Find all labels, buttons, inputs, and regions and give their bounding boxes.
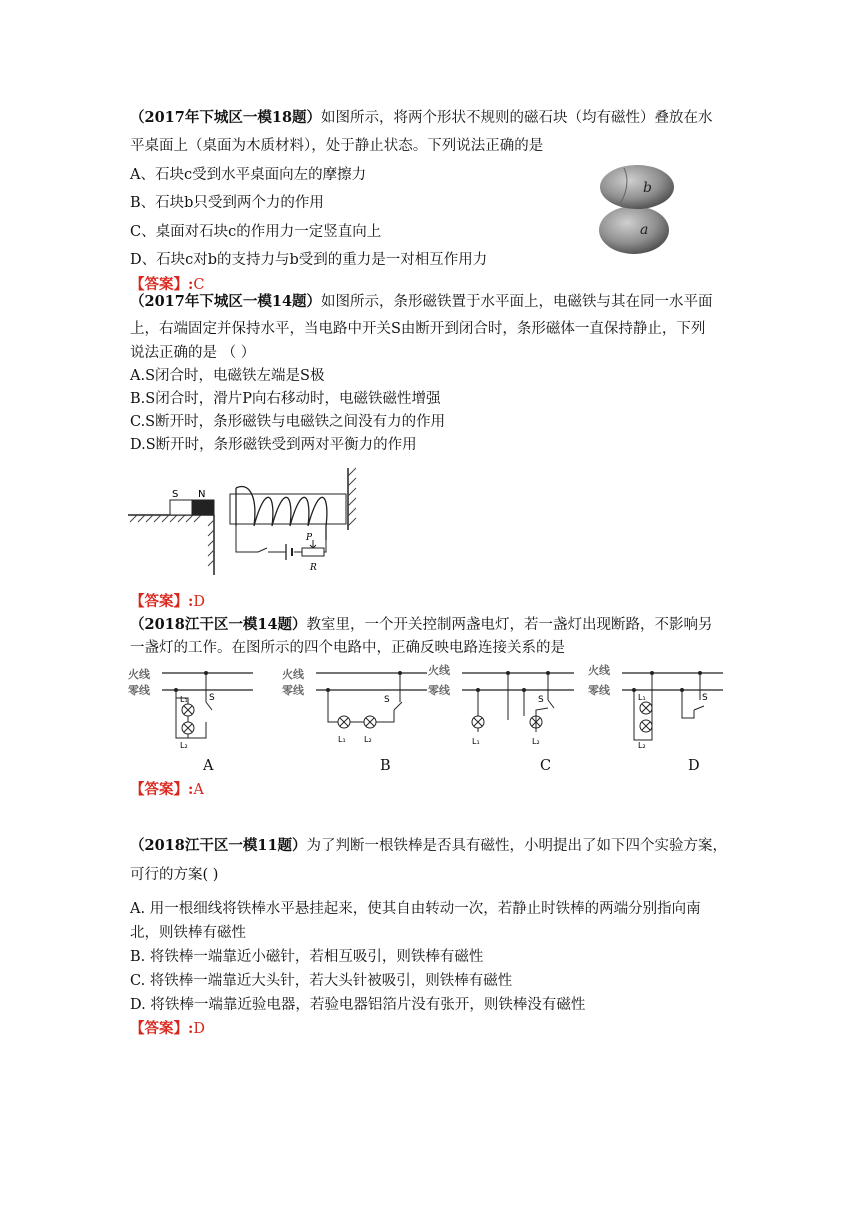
- magnet-n-pole: [192, 500, 214, 515]
- q1-option-c: C、桌面对石块c的作用力一定竖直向上: [130, 224, 382, 240]
- q1-answer-value: C: [193, 277, 205, 293]
- circuit-c-fire-label: 火线: [428, 664, 450, 677]
- q2-answer: [130, 592, 205, 612]
- circuit-b-l2: L₂: [364, 735, 372, 744]
- q1-stem-1: 如图所示，将两个形状不规则的磁石块（均有磁性）叠放在水: [321, 110, 713, 126]
- q2-stem-3: 说法正确的是 （ ）: [130, 345, 256, 361]
- circuit-a-l2: L₂: [180, 741, 188, 750]
- rheostat-label: R: [310, 563, 317, 573]
- circuit-c: [428, 660, 578, 752]
- q3-answer-label: 【答案】:: [130, 781, 194, 798]
- q4-option-c: C. 将铁棒一端靠近大头针，若大头针被吸引，则铁棒有磁性: [130, 973, 513, 989]
- circuit-c-switch: [548, 700, 554, 708]
- circuit-c-l2: L₂: [532, 737, 540, 746]
- circuit-a-l1: L₁: [180, 695, 188, 704]
- circuit-c-s: S: [538, 695, 544, 705]
- stones-figure: [596, 160, 676, 255]
- magnet-s-pole: [170, 500, 192, 515]
- magnet-s-label: S: [172, 489, 179, 500]
- slider-label: P: [306, 533, 313, 543]
- q4-option-a-2: 北，则铁棒有磁性: [130, 925, 246, 941]
- circuit-b-s: S: [384, 695, 390, 705]
- circuit-d-fire-label: 火线: [588, 664, 610, 677]
- q1-line-1: [130, 108, 713, 128]
- circuit-b-fire-label: 火线: [282, 668, 304, 681]
- q1-option-a: A、石块c受到水平桌面向左的摩擦力: [130, 167, 367, 183]
- q2-stem-2: 上，右端固定并保持水平，当电路中开关S由断开到闭合时，条形磁体一直保持静止，下列: [130, 321, 706, 337]
- q2-answer-value: D: [193, 594, 205, 610]
- q1-source: （2017年下城区一模18题）: [130, 109, 322, 126]
- q2-option-b: B.S闭合时，滑片P向右移动时，电磁铁磁性增强: [130, 391, 441, 407]
- circuit-c-zero-label: 零线: [428, 684, 450, 697]
- q2-option-c: C.S断开时，条形磁铁与电磁铁之间没有力的作用: [130, 414, 446, 430]
- q1-stem-2: 平桌面上（桌面为木质材料），处于静止状态。下列说法正确的是: [130, 138, 544, 154]
- q4-stem-2: 可行的方案( ): [130, 867, 219, 883]
- q4-option-b: B. 将铁棒一端靠近小磁针，若相互吸引，则铁棒有磁性: [130, 949, 484, 965]
- circuit-a-s: S: [209, 693, 215, 703]
- stone-b-shape: [600, 165, 674, 209]
- stone-b-label: b: [643, 180, 652, 196]
- q3-stem-1: 教室里，一个开关控制两盏电灯，若一盏灯出现断路，不影响另: [306, 617, 713, 633]
- circuit-d-zero-label: 零线: [588, 684, 610, 697]
- q2-answer-label: 【答案】:: [130, 593, 194, 610]
- stone-a-shape: [599, 206, 669, 254]
- circuit-b-zero-label: 零线: [282, 684, 304, 697]
- circuit-a-switch: [206, 702, 212, 710]
- q4-option-a-1: A. 用一根细线将铁棒水平悬挂起来，使其自由转动一次，若静止时铁棒的两端分别指向南: [130, 901, 701, 917]
- q4-line-1: [130, 836, 727, 856]
- q3-source: （2018江干区一模14题）: [130, 616, 307, 633]
- q2-stem-1: 如图所示，条形磁铁置于水平面上，电磁铁与其在同一水平面: [321, 294, 713, 310]
- q4-stem-1: 为了判断一根铁棒是否具有磁性，小明提出了如下四个实验方案，: [306, 838, 728, 854]
- q3-answer-value: A: [193, 782, 204, 798]
- circuit-a: [128, 662, 258, 754]
- q4-answer-label: 【答案】:: [130, 1020, 194, 1037]
- stone-a-label: a: [640, 222, 649, 238]
- q3-stem-2: 一盏灯的工作。在图所示的四个电路中，正确反映电路连接关系的是: [130, 640, 565, 656]
- q4-option-d: D. 将铁棒一端靠近验电器，若验电器铝箔片没有张开，则铁棒没有磁性: [130, 997, 586, 1013]
- q2-line-1: [130, 292, 713, 312]
- q4-answer: [130, 1019, 205, 1039]
- circuit-a-zero-label: 零线: [128, 684, 150, 697]
- circuit-d: [588, 660, 728, 752]
- rheostat: [302, 548, 324, 556]
- q2-option-a: A.S闭合时，电磁铁左端是S极: [130, 368, 325, 384]
- q4-answer-value: D: [193, 1021, 205, 1037]
- circuit-b-letter: B: [380, 758, 391, 774]
- circuit-b-switch: [394, 702, 402, 710]
- circuit-c-l1: L₁: [472, 737, 480, 746]
- circuit-d-l1: L₁: [638, 693, 646, 702]
- circuit-d-l2: L₂: [638, 741, 646, 750]
- switch-symbol: [258, 548, 267, 552]
- circuit-a-fire-label: 火线: [128, 668, 150, 681]
- q2-source: （2017年下城区一模14题）: [130, 293, 322, 310]
- electromagnet-figure: [128, 460, 368, 578]
- q1-answer-label: 【答案】:: [130, 276, 194, 293]
- circuit-a-letter: A: [203, 758, 214, 774]
- circuit-d-s: S: [702, 693, 708, 703]
- q2-option-d: D.S断开时，条形磁铁受到两对平衡力的作用: [130, 437, 417, 453]
- q4-source: （2018江干区一模11题）: [130, 837, 307, 854]
- magnet-n-label: N: [198, 489, 206, 500]
- circuit-b-l1: L₁: [338, 735, 346, 744]
- q3-answer: [130, 780, 204, 800]
- circuit-d-switch: [694, 706, 704, 710]
- circuit-c-letter: C: [540, 758, 552, 774]
- q1-option-d: D、石块c对b的支持力与b受到的重力是一对相互作用力: [130, 252, 488, 268]
- q3-line-1: [130, 615, 713, 635]
- q1-option-b: B、石块b只受到两个力的作用: [130, 195, 324, 211]
- circuit-d-letter: D: [688, 758, 700, 774]
- circuit-b: [282, 662, 432, 754]
